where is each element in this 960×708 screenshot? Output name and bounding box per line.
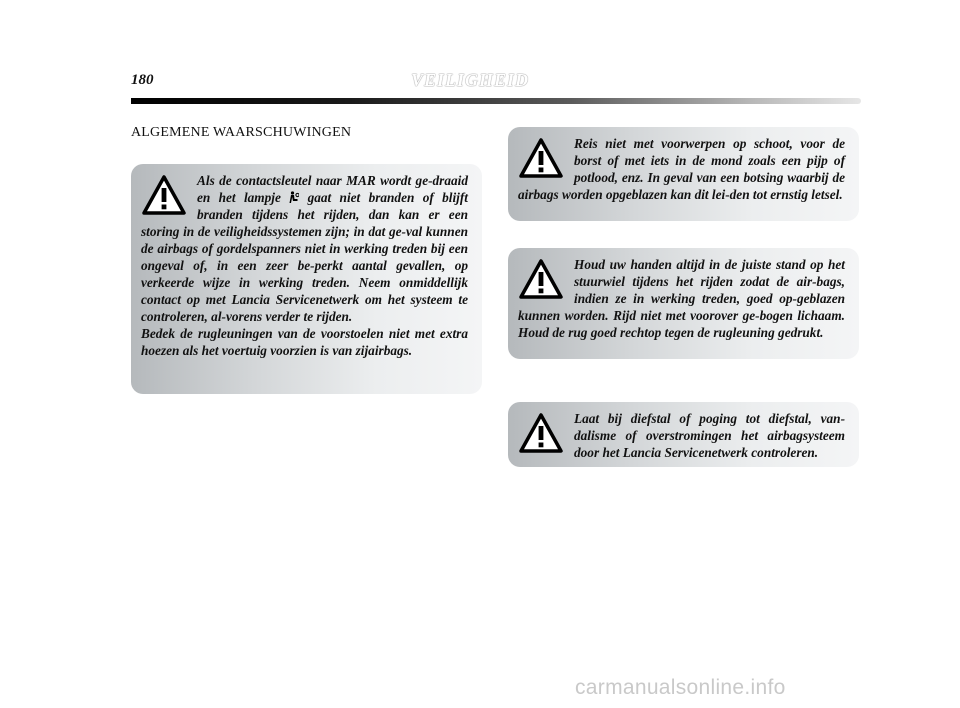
warning-box-hands-on-wheel xyxy=(508,248,859,359)
warning-text: Houd uw handen altijd in de juiste stand op het stuurwiel tijdens het rijden zodat de air-bags, indien ze in werking treden, goed op-geblazen kunnen worden. Rijd niet met voorover ge-bogen lichaam. Houd de rug goed rechtop tegen de rugleuning gedrukt. xyxy=(518,257,845,340)
warning-text: Reis niet met voorwerpen op schoot, voor de borst of met iets in de mond zoals een pijp of potlood, enz. In geval van een botsing waarbij de airbags worden opgeblazen kan dit lei-den tot ernstig letsel. xyxy=(518,136,845,202)
header-rule xyxy=(131,98,861,104)
warning-triangle-icon xyxy=(518,137,564,179)
warning-triangle-icon xyxy=(141,174,187,216)
warning-box-theft-vandalism xyxy=(508,402,859,467)
warning-text-part: Als de contactsleutel naar MAR wordt ge-draaid en het lampje xyxy=(197,173,468,205)
warning-text xyxy=(141,172,468,325)
page-heading: ALGEMENE WAARSCHUWINGEN xyxy=(131,125,352,140)
watermark: carmanualsonline.info xyxy=(575,676,786,699)
warning-box-objects-on-lap xyxy=(508,127,859,221)
section-title: VEILIGHEID xyxy=(410,70,530,90)
airbag-warning-lamp-icon xyxy=(289,191,299,204)
warning-triangle-icon xyxy=(518,412,564,454)
warning-triangle-icon xyxy=(518,258,564,300)
warning-text: Laat bij diefstal of poging tot diefstal, van-dalisme of overstromingen het airbagsysteem door het Lancia Servicenetwerk controleren. xyxy=(574,411,845,460)
warning-text-second: Bedek de rugleuningen van de voorstoelen niet met extra hoezen als het voertuig voorzien is van zijairbags. xyxy=(141,326,468,358)
warning-text-part: gaat niet branden of blijft branden tijdens het rijden, dan kan er een storing in de veiligheidssystemen zijn; in dat ge-val kunnen de airbags of gordelspanners niet in werking treden bij een ongeval of, in een zeer be-perkt aantal gevallen, op verkeerde wijze in werking treden. Neem onmiddellijk contact op met Lancia Servicenetwerk om het systeem te controleren, al-vorens verder te rijden. xyxy=(141,190,468,324)
page-number: 180 xyxy=(131,72,154,88)
warning-box-contact-key xyxy=(131,164,482,394)
